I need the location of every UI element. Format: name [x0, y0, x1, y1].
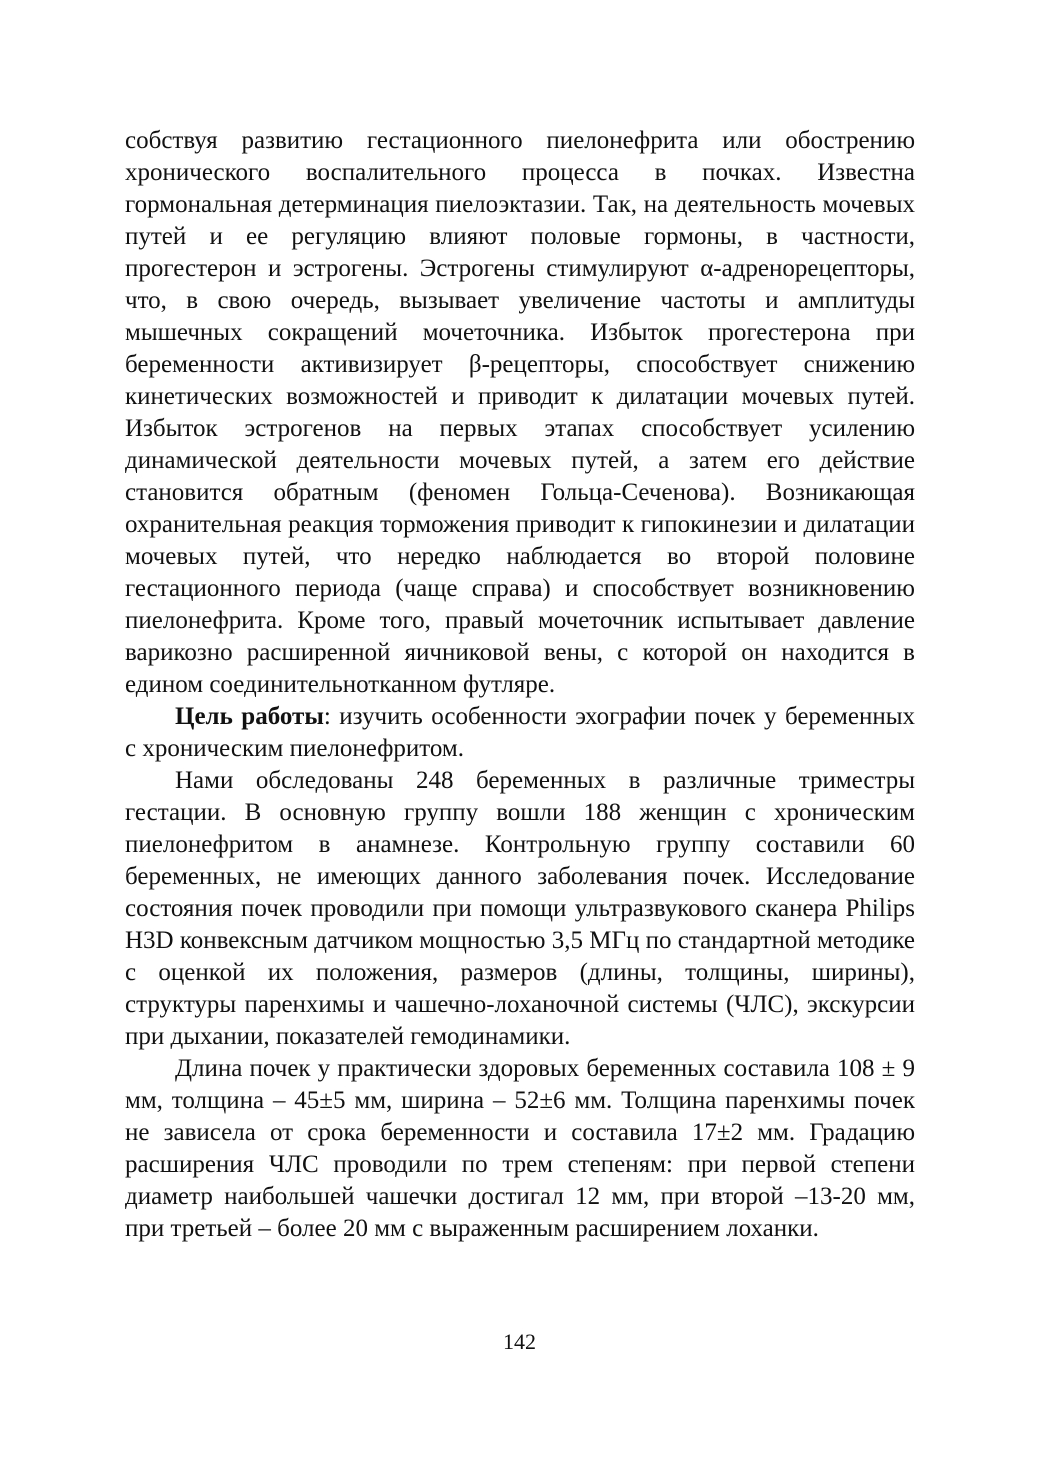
page-body: [125, 125, 915, 1245]
paragraph-1: собствуя развитию гестационного пиелонефрита или обострению хронического воспалительного процесса в почках. Известна гормональная детерминация пиелоэктазии. Так, на деятельность мочевых путей и ее регуляцию влияют половые гормоны, в частности, прогестерон и эстрогены. Эстрогены стимулируют α-адренорецепторы, что, в свою очередь, вызывает увеличение частоты и амплитуды мышечных сокращений мочеточника. Избыток прогестерона при беременности активизирует β-рецепторы, способствует снижению кинетических возможностей и приводит к дилатации мочевых путей. Избыток эстрогенов на первых этапах способствует усилению динамической деятельности мочевых путей, а затем его действие становится обратным (феномен Гольца-Сеченова). Возникающая охранительная реакция торможения приводит к гипокинезии и дилатации мочевых путей, что нередко наблюдается во второй половине гестационного периода (чаще справа) и способствует возникновению пиелонефрита. Кроме того, правый мочеточник испытывает давление варикозно расширенной яичниковой вены, с которой он находится в едином соединительнотканном футляре.: [125, 127, 915, 698]
goal-text: : изучить особенности эхографии почек у беременных с хроническим пиелонефритом.: [125, 703, 915, 762]
paragraph-4: Длина почек у практически здоровых беременных составила 108 ± 9 мм, толщина – 45±5 мм, ширина – 52±6 мм. Толщина паренхимы почек не зависела от срока беременности и составила 17±2 мм. Градацию расширения ЧЛС проводили по трем степеням: при первой степени диаметр наибольшей чашечки достигал 12 мм, при второй –13-20 мм, при третьей – более 20 мм с выраженным расширением лоханки.: [125, 1055, 915, 1242]
paragraph-2: [125, 701, 915, 765]
paragraph-3: Нами обследованы 248 беременных в различные триместры гестации. В основную группу вошли 188 женщин с хроническим пиелонефритом в анамнезе. Контрольную группу составили 60 беременных, не имеющих данного заболевания почек. Исследование состояния почек проводили при помощи ультразвукового сканера Philips H3D конвексным датчиком мощностью 3,5 МГц по стандартной методике с оценкой их положения, размеров (длины, толщины, ширины), структуры паренхимы и чашечно-лоханочной системы (ЧЛС), экскурсии при дыхании, показателей гемодинамики.: [125, 767, 915, 1050]
goal-label: Цель работы: [175, 703, 324, 730]
page-number: 142: [503, 1329, 536, 1354]
